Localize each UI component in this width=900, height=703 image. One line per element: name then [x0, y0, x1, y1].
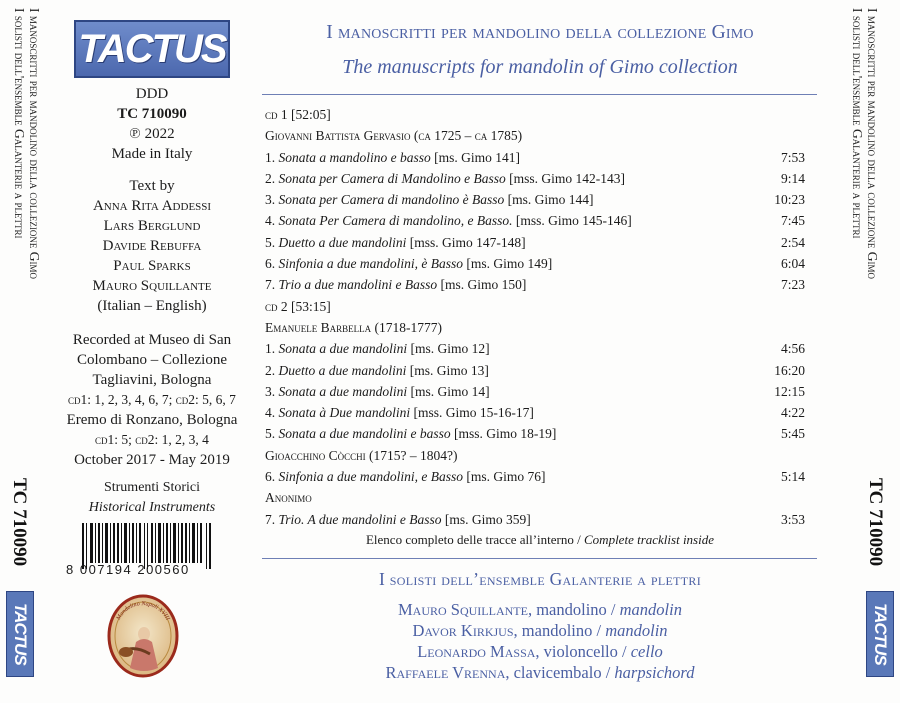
author-name: Paul Sparks — [113, 258, 191, 274]
track-row — [265, 168, 805, 189]
author-name: Mauro Squillante — [92, 278, 212, 294]
mandolino-seal-image — [106, 590, 180, 678]
track-source: [mss. Gimo 142-143] — [505, 170, 625, 186]
performer-role: , violoncello — [535, 642, 618, 661]
author-name: Davide Rebuffa — [102, 238, 202, 254]
performer-role: , mandolino — [527, 600, 607, 619]
performer-name: Raffaele Vrenna — [385, 663, 506, 682]
track-duration: 5:14 — [780, 469, 805, 485]
track-row — [265, 338, 805, 359]
seal-text: Mandolino Napoli XVIII — [115, 601, 171, 622]
performer-role: , clavicembalo — [505, 663, 602, 682]
track-title: Trio. A due mandolini e Basso — [278, 511, 442, 527]
album-title-english: The manuscripts for mandolin of Gimo collection — [342, 56, 738, 78]
text-by-label: Text by — [129, 178, 175, 194]
left-spine-catalog: TC 710090 — [9, 478, 30, 567]
tracklist — [265, 104, 805, 530]
performer-role-english: mandolin — [605, 621, 668, 640]
track-number: 5. — [265, 234, 279, 250]
cd-label: cd 1 [52:05] — [265, 107, 331, 122]
track-row — [265, 509, 805, 530]
track-number: 2. — [265, 362, 279, 378]
track-row — [265, 466, 805, 487]
performer-credit — [270, 642, 810, 662]
track-source: [mss. Gimo 18-19] — [450, 426, 557, 442]
track-title: Sonata Per Camera di mandolino, e Basso. — [278, 213, 513, 229]
track-duration: 6:04 — [780, 256, 805, 272]
performer-role-english: cello — [630, 642, 663, 661]
track-number: 1. — [265, 149, 279, 165]
composer-name: Emanuele Barbella (1718-1777) — [265, 319, 442, 335]
composer-name: Gioacchino Còcchi (1715? – 1804?) — [265, 447, 458, 463]
track-number: 4. — [265, 213, 279, 229]
author-name: Lars Berglund — [103, 218, 201, 234]
track-source: [ms. Gimo 149] — [463, 256, 553, 272]
track-source: [ms. Gimo 141] — [430, 149, 521, 165]
performer-name: Leonardo Massa — [417, 642, 536, 661]
note-english: Complete tracklist inside — [584, 532, 714, 547]
track-number: 2. — [265, 170, 279, 186]
track-duration: 4:56 — [780, 341, 805, 357]
track-title: Sonata a mandolino e basso — [278, 149, 431, 165]
performer-name: Davor Kirkjus — [412, 621, 514, 640]
track-number: 4. — [265, 405, 279, 421]
performer-role: , mandolino — [513, 621, 593, 640]
track-duration: 7:23 — [780, 277, 805, 293]
ddd-label: DDD — [135, 86, 169, 102]
track-source: [ms. Gimo 13] — [406, 362, 489, 378]
composer-name: Anonimo — [265, 490, 312, 506]
track-source: [mss. Gimo 145-146] — [512, 213, 632, 229]
track-source: [mss. Gimo 15-16-17] — [410, 405, 534, 421]
track-duration: 16:20 — [774, 362, 805, 378]
track-number: 5. — [265, 426, 279, 442]
track-source: [ms. Gimo 150] — [437, 277, 527, 293]
track-title: Duetto a due mandolini — [278, 234, 407, 250]
track-source: [ms. Gimo 14] — [407, 383, 490, 399]
performer-role-english: mandolin — [619, 600, 682, 619]
copyright-year: ℗ 2022 — [129, 126, 175, 142]
track-row — [265, 381, 805, 402]
track-number: 7. — [265, 511, 279, 527]
divider — [262, 94, 817, 95]
track-number: 1. — [265, 341, 279, 357]
track-duration: 3:53 — [780, 511, 805, 527]
right-spine-logo — [866, 591, 894, 677]
track-number: 6. — [265, 256, 279, 272]
performer-credit — [270, 621, 810, 641]
tracklist-note — [270, 532, 810, 548]
note-italian: Elenco completo delle tracce all’interno — [365, 532, 574, 547]
spine-logo-text: TACTUS — [11, 603, 30, 665]
spine-title-line: I manoscritti per mandolino della collezione Gimo — [27, 8, 42, 279]
track-number: 3. — [265, 192, 279, 208]
album-title-italian: I manoscritti per mandolino della collezione Gimo — [326, 22, 754, 43]
track-title: Sonata a due mandolini e basso — [278, 426, 451, 442]
track-duration: 7:45 — [780, 213, 805, 229]
track-number: 7. — [265, 277, 279, 293]
track-row — [265, 232, 805, 253]
track-duration: 4:22 — [780, 405, 805, 421]
role-separator: / — [601, 663, 615, 682]
ensemble-name: I solisti dell’ensemble Galanterie a plettri — [378, 569, 701, 589]
track-source: [mss. Gimo 147-148] — [406, 234, 526, 250]
track-source: [ms. Gimo 359] — [441, 511, 531, 527]
track-number: 3. — [265, 383, 279, 399]
track-row — [265, 360, 805, 381]
performer-name: Mauro Squillante — [398, 600, 528, 619]
spine-subtitle-line: I solisti dell'ensemble Galanterie a plettri — [12, 8, 27, 239]
made-in: Made in Italy — [111, 146, 193, 162]
track-duration: 2:54 — [780, 234, 805, 250]
track-row — [265, 274, 805, 295]
recording-tracks-2: cd1: 5; cd2: 1, 2, 3, 4 — [95, 432, 209, 447]
recording-tracks: cd1: 1, 2, 3, 4, 6, 7; cd2: 5, 6, 7 — [68, 392, 236, 407]
track-duration: 7:53 — [780, 149, 805, 165]
track-row — [265, 189, 805, 210]
track-title: Duetto a due mandolini — [278, 362, 407, 378]
track-number: 6. — [265, 469, 279, 485]
left-spine-title — [12, 8, 42, 279]
track-title: Sonata à Due mandolini — [278, 405, 411, 421]
logo-text: TACTUS — [78, 26, 226, 71]
recording-venue-2: Eremo di Ronzano, Bologna — [66, 412, 238, 428]
role-separator: / — [617, 642, 631, 661]
note-separator: / — [573, 532, 585, 547]
track-title: Sonata a due mandolini — [278, 341, 408, 357]
track-title: Sonata per Camera di mandolino è Basso — [278, 192, 505, 208]
composer-name: Giovanni Battista Gervasio (ca 1725 – ca 1785) — [265, 128, 523, 144]
role-separator: / — [592, 621, 606, 640]
track-row — [265, 147, 805, 168]
performer-credit — [270, 663, 810, 683]
divider — [262, 558, 817, 559]
recording-venue: Recorded at Museo di San — [72, 332, 232, 348]
track-title: Trio a due mandolini e Basso — [278, 277, 438, 293]
left-spine-logo — [6, 591, 34, 677]
info-column — [52, 16, 252, 518]
languages: (Italian – English) — [97, 298, 207, 314]
barcode-number: 8 007194 200560 — [66, 562, 190, 577]
track-source: [ms. Gimo 144] — [504, 192, 594, 208]
performer-role-english: harpsichord — [614, 663, 695, 682]
track-title: Sonata a due mandolini — [278, 383, 408, 399]
catalog-number: TC 710090 — [117, 106, 187, 122]
track-duration: 5:45 — [780, 426, 805, 442]
recording-venue: Tagliavini, Bologna — [92, 372, 212, 388]
track-title: Sonata per Camera di Mandolino e Basso — [278, 170, 506, 186]
track-row — [265, 423, 805, 444]
track-source: [ms. Gimo 76] — [463, 469, 546, 485]
track-row — [265, 253, 805, 274]
track-row — [265, 402, 805, 423]
track-duration: 9:14 — [780, 170, 805, 186]
track-row — [265, 210, 805, 231]
author-name: Anna Rita Addessi — [92, 198, 212, 214]
spine-subtitle-line: I solisti dell'ensemble Galanterie a plettri — [850, 8, 865, 239]
performer-credit — [270, 600, 810, 620]
track-title: Sinfonia a due mandolini, è Basso — [278, 256, 463, 272]
track-duration: 12:15 — [774, 383, 805, 399]
right-spine-catalog: TC 710090 — [865, 478, 886, 567]
instruments-italian: Strumenti Storici — [103, 480, 201, 495]
role-separator: / — [606, 600, 620, 619]
track-source: [ms. Gimo 12] — [407, 341, 490, 357]
recording-dates: October 2017 - May 2019 — [74, 452, 230, 468]
tactus-logo — [74, 20, 230, 78]
track-title: Sinfonia a due mandolini, e Basso — [278, 469, 463, 485]
spine-title-line: I manoscritti per mandolino della collezione Gimo — [865, 8, 880, 279]
cd-label: cd 2 [53:15] — [265, 298, 331, 314]
recording-venue: Colombano – Collezione — [77, 352, 227, 368]
track-duration: 10:23 — [774, 192, 805, 208]
instruments-english: Historical Instruments — [88, 500, 216, 515]
right-spine-title — [850, 8, 880, 279]
spine-logo-text: TACTUS — [871, 603, 890, 665]
